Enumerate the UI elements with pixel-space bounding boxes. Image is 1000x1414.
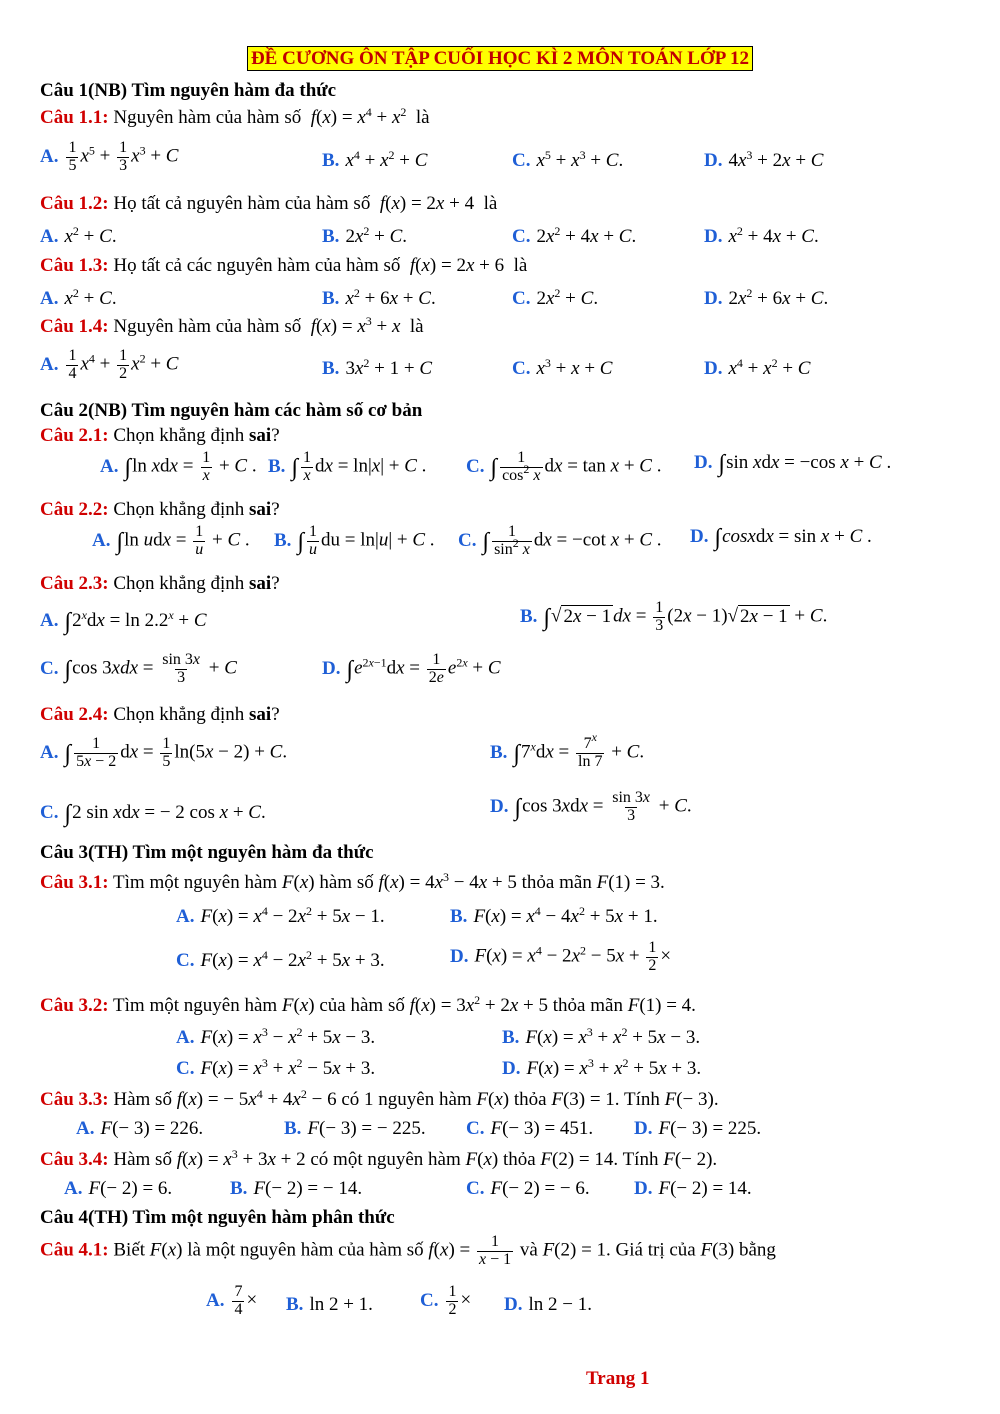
q32-option-d[interactable]: D. $F(x) = x^3 + x^2 + 5x + 3$. [502, 1056, 702, 1079]
q11-option-a[interactable]: A. $\frac{1}{5}$ $x^5$ + $\frac{1}{3}$ $x^3 + C$ [40, 139, 179, 174]
q31-option-a[interactable]: A. $F(x) = x^4 - 2x^2 + 5x - 1$. [176, 904, 385, 927]
q32-option-a[interactable]: A. $F(x) = x^3 - x^2 + 5x - 3$. [176, 1025, 376, 1048]
q13-option-a[interactable]: A. $x^2 + C$. [40, 286, 117, 309]
q13-option-c[interactable]: C. $2x^2 + C$. [512, 286, 599, 309]
question-3-3: Câu 3.3: Hàm số f(x) = − $5x^4 + 4x^2 - 6$ có 1 nguyên hàm F(x) thỏa F(3) = 1. Tính F(− 3). [40, 1087, 719, 1110]
question-2-3: Câu 2.3: Chọn khẳng định sai? [40, 573, 280, 594]
section-heading-1: Câu 1(NB) Tìm nguyên hàm đa thức [40, 80, 337, 101]
question-3-1: Câu 3.1: Tìm một nguyên hàm F(x) hàm số $f(x) = 4x^3 - 4x + 5$ thỏa mãn F(1) = 3. [40, 870, 665, 893]
question-1-2: Câu 1.2: Họ tất cả nguyên hàm của hàm số f(x) = 2x + 4 là [40, 193, 498, 214]
section-heading-3: Câu 3(TH) Tìm một nguyên hàm đa thức [40, 842, 374, 863]
q22-option-a[interactable]: A. ∫ln udx = $\frac{1}{u}$ + C . [92, 523, 250, 558]
q41-option-a[interactable]: A. $\frac{7}{4}$ × [206, 1283, 258, 1318]
question-1-4: Câu 1.4: Nguyên hàm của hàm số $f(x) = x^3 + x$ là [40, 314, 424, 337]
q24-option-d[interactable]: D. ∫cos 3xdx = $\frac{\sin 3x}{3}$ + C. [490, 789, 692, 824]
q31-option-c[interactable]: C. $F(x) = x^4 - 2x^2 + 5x + 3$. [176, 948, 385, 971]
q31-option-d[interactable]: D. $F(x) = x^4 - 2x^2 - 5x$ + $\frac{1}{2}$ × [450, 939, 672, 974]
q34-option-d[interactable]: D. F(− 2) = 14. [634, 1178, 752, 1199]
q22-option-d[interactable]: D. ∫cosxdx = sin x + C . [690, 525, 872, 551]
q23-option-d[interactable]: D. $\int e^{2x-1}dx$ = $\frac{1}{2e}$ $e^{2x} + C$ [322, 651, 501, 686]
q34-option-c[interactable]: C. F(− 2) = − 6. [466, 1178, 590, 1199]
q41-option-b[interactable]: B. ln 2 + 1. [286, 1294, 373, 1315]
page-number: Trang 1 [586, 1368, 650, 1389]
q33-option-b[interactable]: B. F(− 3) = − 225. [284, 1118, 426, 1139]
question-3-2: Câu 3.2: Tìm một nguyên hàm F(x) của hàm số $f(x) = 3x^2 + 2x + 5$ thỏa mãn F(1) = 4. [40, 993, 696, 1016]
q23-option-b[interactable]: B. ∫√ 2x − 1 dx = $\frac{1}{3}$ (2x − 1)√ 2x − 1 + C. [520, 599, 828, 634]
q33-option-a[interactable]: A. F(− 3) = 226. [76, 1118, 204, 1139]
q24-option-a[interactable]: A. ∫ $\frac{1}{5x - 2}$ dx = $\frac{1}{5}$ ln(5x − 2) + C. [40, 735, 288, 770]
question-2-1: Câu 2.1: Chọn khẳng định sai? [40, 425, 280, 446]
q12-option-b[interactable]: B. $2x^2 + C$. [322, 224, 408, 247]
q14-option-a[interactable]: A. $\frac{1}{4}$ $x^4$ + $\frac{1}{2}$ $x^2 + C$ [40, 347, 179, 382]
q21-option-b[interactable]: B. ∫ $\frac{1}{x}$ dx = ln|x| + C . [268, 449, 427, 484]
q23-option-c[interactable]: C. ∫cos 3xdx = $\frac{\sin 3x}{3}$ + C [40, 651, 237, 686]
q14-option-b[interactable]: B. $3x^2 + 1 + C$ [322, 356, 432, 379]
q21-option-d[interactable]: D. ∫sin xdx = −cos x + C . [694, 451, 892, 477]
q22-option-b[interactable]: B. ∫ $\frac{1}{u}$ du = ln|u| + C . [274, 523, 435, 558]
q34-option-a[interactable]: A. F(− 2) = 6. [64, 1178, 173, 1199]
section-heading-4: Câu 4(TH) Tìm một nguyên hàm phân thức [40, 1207, 395, 1228]
q12-option-c[interactable]: C. $2x^2 + 4x + C$. [512, 224, 637, 247]
question-1-3: Câu 1.3: Họ tất cả các nguyên hàm của hàm số f(x) = 2x + 6 là [40, 255, 528, 276]
question-1-1: Câu 1.1: Nguyên hàm của hàm số $f(x) = x^4 + x^2$ là [40, 105, 430, 128]
question-3-4: Câu 3.4: Hàm số $f(x) = x^3 + 3x + 2$ có một nguyên hàm F(x) thỏa F(2) = 14. Tính F(− 2). [40, 1147, 718, 1170]
q14-option-d[interactable]: D. $x^4 + x^2 + C$ [704, 356, 811, 379]
q13-option-b[interactable]: B. $x^2 + 6x + C$. [322, 286, 436, 309]
q21-option-a[interactable]: A. ∫ln xdx = $\frac{1}{x}$ + C . [100, 449, 257, 484]
question-4-1: Câu 4.1: Biết F(x) là một nguyên hàm của hàm số f(x) = $\frac{1}{x - 1}$ và F(2) = 1. Giá trị của F(3) bằng [40, 1233, 776, 1268]
q12-option-a[interactable]: A. $x^2 + C$. [40, 224, 117, 247]
q31-option-b[interactable]: B. $F(x) = x^4 - 4x^2 + 5x + 1$. [450, 904, 658, 927]
q11-option-d[interactable]: D. $4x^3 + 2x + C$ [704, 148, 824, 171]
q32-option-c[interactable]: C. $F(x) = x^3 + x^2 - 5x + 3$. [176, 1056, 376, 1079]
q33-option-d[interactable]: D. F(− 3) = 225. [634, 1118, 762, 1139]
q13-option-d[interactable]: D. $2x^2 + 6x + C$. [704, 286, 829, 309]
q21-option-c[interactable]: C. ∫ $\frac{1}{\cos^2 x}$ dx = tan x + C . [466, 449, 662, 484]
q11-option-b[interactable]: B. $x^4 + x^2 + C$ [322, 148, 428, 171]
question-2-2: Câu 2.2: Chọn khẳng định sai? [40, 499, 280, 520]
document-title: ĐỀ CƯƠNG ÔN TẬP CUỐI HỌC KÌ 2 MÔN TOÁN LỚP 12 [0, 48, 1000, 71]
q41-option-c[interactable]: C. $\frac{1}{2}$ × [420, 1283, 472, 1318]
q24-option-c[interactable]: C. ∫2 sin xdx = − 2 cos x + C. [40, 801, 266, 827]
q12-option-d[interactable]: D. $x^2 + 4x + C$. [704, 224, 819, 247]
q34-option-b[interactable]: B. F(− 2) = − 14. [230, 1178, 363, 1199]
q24-option-b[interactable]: B. $\int 7^xdx$ = $\frac{7^x}{\ln 7}$ + C. [490, 730, 645, 770]
question-2-4: Câu 2.4: Chọn khẳng định sai? [40, 704, 280, 725]
section-heading-2: Câu 2(NB) Tìm nguyên hàm các hàm số cơ bản [40, 400, 423, 421]
q11-option-c[interactable]: C. $x^5 + x^3 + C$. [512, 148, 624, 171]
q41-option-d[interactable]: D. ln 2 − 1. [504, 1294, 592, 1315]
q14-option-c[interactable]: C. $x^3 + x + C$ [512, 356, 613, 379]
q32-option-b[interactable]: B. $F(x) = x^3 + x^2 + 5x - 3$. [502, 1025, 701, 1048]
q22-option-c[interactable]: C. ∫ $\frac{1}{\sin^2 x}$ dx = −cot x + C . [458, 523, 662, 558]
q33-option-c[interactable]: C. F(− 3) = 451. [466, 1118, 594, 1139]
q23-option-a[interactable]: A. $\int 2^xdx = \ln 2.2^x + C$ [40, 608, 207, 635]
